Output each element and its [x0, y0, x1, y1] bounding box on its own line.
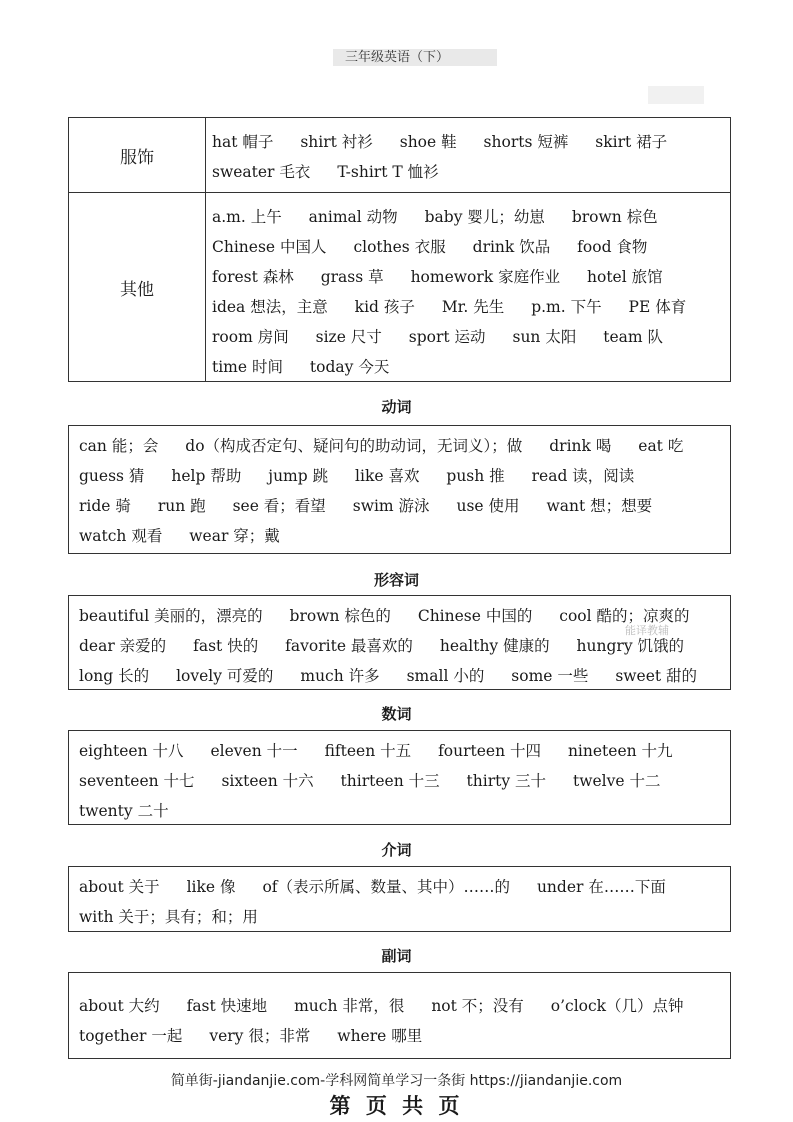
publisher-stamp: 能译教辅	[625, 624, 669, 637]
word-item: see 看；看望	[232, 497, 326, 515]
word-item: about 大约	[79, 997, 160, 1015]
word-list	[69, 426, 730, 556]
word-list	[69, 867, 730, 937]
word-item: sweater 毛衣	[212, 163, 311, 181]
word-item: hat 帽子	[212, 133, 274, 151]
word-item: under 在……下面	[536, 878, 666, 896]
word-list	[69, 596, 730, 696]
word-item: T-shirt T 恤衫	[337, 163, 439, 181]
word-item: a.m. 上午	[212, 208, 282, 226]
word-item: thirteen 十三	[340, 772, 440, 790]
book-header: 三年级英语（下）	[333, 49, 497, 66]
section-title-adjectives: 形容词	[373, 571, 419, 589]
word-item: forest 森林	[212, 268, 294, 286]
noun-table	[68, 117, 731, 382]
word-item: shorts 短裤	[483, 133, 569, 151]
word-item: eat 吃	[638, 437, 684, 455]
word-item: baby 婴儿；幼崽	[424, 208, 545, 226]
word-item: size 尺寸	[315, 328, 382, 346]
word-item: ride 骑	[79, 497, 131, 515]
word-item: fifteen 十五	[324, 742, 412, 760]
word-item: like 像	[186, 878, 236, 896]
word-item: where 哪里	[337, 1027, 423, 1045]
word-item: favorite 最喜欢的	[285, 637, 413, 655]
word-item: read 读，阅读	[531, 467, 635, 485]
word-item: Mr. 先生	[441, 298, 505, 316]
word-item: o’clock（几）点钟	[550, 997, 684, 1015]
category-label: 其他	[69, 193, 206, 381]
noun-row-clothing	[69, 118, 730, 193]
word-item: dear 亲爱的	[79, 637, 167, 655]
word-item: hotel 旅馆	[587, 268, 663, 286]
word-item: brown 棕色	[571, 208, 658, 226]
word-item: very 很；非常	[209, 1027, 311, 1045]
word-item: time 时间	[212, 358, 283, 376]
word-item: room 房间	[212, 328, 289, 346]
word-item: eleven 十一	[210, 742, 298, 760]
word-item: watch 观看	[79, 527, 163, 545]
word-item: much 非常，很	[294, 997, 405, 1015]
word-item: lovely 可爱的	[176, 667, 274, 685]
word-item: help 帮助	[171, 467, 242, 485]
word-item: p.m. 下午	[531, 298, 602, 316]
section-title-adverbs: 副词	[381, 947, 412, 965]
word-item: Chinese 中国的	[417, 607, 533, 625]
word-item: today 今天	[309, 358, 390, 376]
word-item: food 食物	[577, 238, 648, 256]
word-list	[206, 118, 730, 192]
word-item: jump 跳	[268, 467, 329, 485]
word-item: do（构成否定句、疑问句的助动词，无词义）；做	[185, 437, 523, 455]
word-list	[69, 731, 730, 831]
word-item: Chinese 中国人	[212, 238, 327, 256]
word-item: PE 体育	[628, 298, 687, 316]
word-item: sixteen 十六	[221, 772, 314, 790]
word-list	[69, 973, 730, 1056]
word-list	[206, 193, 730, 381]
section-title-verbs: 动词	[381, 398, 412, 416]
word-item: some 一些	[511, 667, 589, 685]
word-item: run 跑	[157, 497, 206, 515]
word-item: push 推	[446, 467, 505, 485]
word-item: cool 酷的；凉爽的	[559, 607, 690, 625]
word-item: fourteen 十四	[438, 742, 542, 760]
word-item: seventeen 十七	[79, 772, 195, 790]
word-item: swim 游泳	[352, 497, 430, 515]
word-item: thirty 三十	[466, 772, 547, 790]
word-item: of（表示所属、数量、其中）……的	[262, 878, 511, 896]
section-title-numerals: 数词	[381, 705, 412, 723]
scan-smudge	[648, 86, 704, 104]
word-item: shirt 衬衫	[300, 133, 373, 151]
word-item: clothes 衣服	[353, 238, 446, 256]
word-item: with 关于；具有；和；用	[79, 908, 258, 926]
category-label: 服饰	[69, 118, 206, 192]
word-item: idea 想法，主意	[212, 298, 328, 316]
word-item: fast 快的	[193, 637, 259, 655]
word-item: guess 猜	[79, 467, 145, 485]
word-item: twenty 二十	[79, 802, 169, 820]
adverbs-box	[68, 972, 731, 1059]
word-item: kid 孩子	[354, 298, 415, 316]
adjectives-box	[68, 595, 731, 690]
word-item: much 许多	[300, 667, 380, 685]
word-item: shoe 鞋	[399, 133, 457, 151]
noun-row-other	[69, 193, 730, 381]
word-item: can 能；会	[79, 437, 159, 455]
word-item: homework 家庭作业	[410, 268, 561, 286]
footer-link[interactable]: 简单街-jiandanjie.com-学科网简单学习一条街 https://jiandanjie.com	[170, 1073, 623, 1089]
numerals-box	[68, 730, 731, 825]
word-item: sport 运动	[408, 328, 486, 346]
word-item: grass 草	[320, 268, 384, 286]
word-item: beautiful 美丽的，漂亮的	[79, 607, 263, 625]
word-item: healthy 健康的	[439, 637, 550, 655]
prepositions-box	[68, 866, 731, 932]
word-item: team 队	[603, 328, 664, 346]
page-number: 第 页 共 页	[329, 1093, 464, 1118]
word-item: skirt 裙子	[595, 133, 668, 151]
word-item: twelve 十二	[572, 772, 661, 790]
word-item: wear 穿；戴	[189, 527, 280, 545]
word-item: like 喜欢	[355, 467, 420, 485]
word-item: animal 动物	[308, 208, 398, 226]
word-item: hungry 饥饿的	[576, 637, 685, 655]
word-item: fast 快速地	[186, 997, 268, 1015]
word-item: about 关于	[79, 878, 160, 896]
word-item: brown 棕色的	[289, 607, 391, 625]
word-item: drink 喝	[549, 437, 612, 455]
verbs-box	[68, 425, 731, 554]
word-item: not 不；没有	[431, 997, 524, 1015]
word-item: nineteen 十九	[567, 742, 673, 760]
word-item: use 使用	[456, 497, 520, 515]
word-item: small 小的	[406, 667, 485, 685]
section-title-prepositions: 介词	[381, 841, 412, 859]
word-item: want 想；想要	[546, 497, 653, 515]
word-item: together 一起	[79, 1027, 183, 1045]
word-item: sun 太阳	[512, 328, 577, 346]
word-item: long 长的	[79, 667, 150, 685]
word-item: eighteen 十八	[79, 742, 184, 760]
word-item: sweet 甜的	[615, 667, 698, 685]
word-item: drink 饮品	[472, 238, 551, 256]
